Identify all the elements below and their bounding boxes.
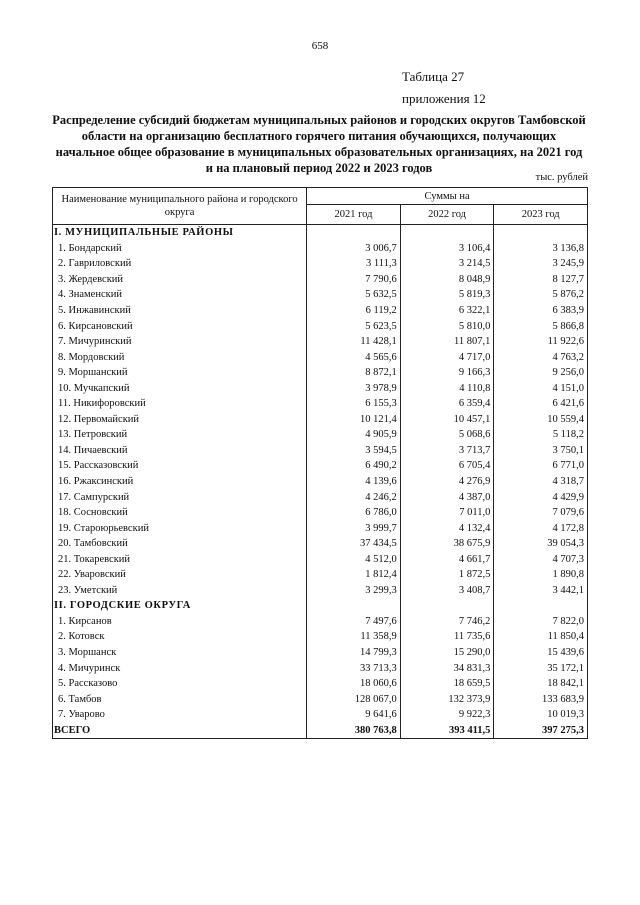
value-2021: 3 006,7 [307, 241, 401, 257]
table-row [53, 629, 588, 645]
table-body [53, 225, 588, 739]
value-2021: 4 139,6 [307, 474, 401, 490]
table-row [53, 505, 588, 521]
municipality-name: 9. Моршанский [53, 365, 307, 381]
value-2023: 5 866,8 [494, 318, 588, 334]
municipality-name: 6. Тамбов [53, 691, 307, 707]
table-row [53, 614, 588, 630]
empty-cell [494, 225, 588, 241]
value-2022: 10 457,1 [400, 412, 494, 428]
value-2023: 5 118,2 [494, 427, 588, 443]
total-2023: 397 275,3 [494, 723, 588, 739]
value-2023: 10 559,4 [494, 412, 588, 428]
table-row [53, 458, 588, 474]
value-2021: 8 872,1 [307, 365, 401, 381]
value-2022: 8 048,9 [400, 272, 494, 288]
value-2023: 6 771,0 [494, 458, 588, 474]
table-row [53, 365, 588, 381]
value-2021: 11 428,1 [307, 334, 401, 350]
table-row [53, 551, 588, 567]
value-2022: 34 831,3 [400, 660, 494, 676]
value-2022: 4 717,0 [400, 349, 494, 365]
municipality-name: 21. Токаревский [53, 551, 307, 567]
value-2023: 9 256,0 [494, 365, 588, 381]
table-row [53, 536, 588, 552]
total-label: ВСЕГО [53, 723, 307, 739]
value-2022: 5 068,6 [400, 427, 494, 443]
empty-cell [494, 598, 588, 614]
municipality-name: 2. Котовск [53, 629, 307, 645]
section-title: II. ГОРОДСКИЕ ОКРУГА [53, 598, 307, 614]
value-2023: 11 922,6 [494, 334, 588, 350]
value-2023: 4 429,9 [494, 489, 588, 505]
value-2023: 4 318,7 [494, 474, 588, 490]
value-2023: 133 683,9 [494, 691, 588, 707]
value-2021: 5 623,5 [307, 318, 401, 334]
value-2023: 6 421,6 [494, 396, 588, 412]
value-2023: 3 442,1 [494, 583, 588, 599]
table-row [53, 583, 588, 599]
table-row [53, 334, 588, 350]
value-2021: 33 713,3 [307, 660, 401, 676]
municipality-name: 12. Первомайский [53, 412, 307, 428]
municipality-name: 5. Инжавинский [53, 303, 307, 319]
table-row [53, 567, 588, 583]
value-2022: 7 011,0 [400, 505, 494, 521]
table-row [53, 443, 588, 459]
value-2022: 4 132,4 [400, 520, 494, 536]
empty-cell [400, 598, 494, 614]
total-row [53, 723, 588, 739]
value-2021: 11 358,9 [307, 629, 401, 645]
municipality-name: 20. Тамбовский [53, 536, 307, 552]
table-row [53, 241, 588, 257]
table-row [53, 691, 588, 707]
municipality-name: 17. Сампурский [53, 489, 307, 505]
value-2022: 6 705,4 [400, 458, 494, 474]
value-2022: 5 819,3 [400, 287, 494, 303]
value-2022: 4 110,8 [400, 380, 494, 396]
value-2022: 6 322,1 [400, 303, 494, 319]
header-sums: Суммы на [307, 188, 588, 205]
header-year-2021: 2021 год [307, 205, 401, 225]
municipality-name: 14. Пичаевский [53, 443, 307, 459]
units-label: тыс. рублей [535, 172, 588, 183]
municipality-name: 13. Петровский [53, 427, 307, 443]
value-2021: 128 067,0 [307, 691, 401, 707]
value-2021: 7 497,6 [307, 614, 401, 630]
document-title: Распределение субсидий бюджетам муниципальных районов и городских округов Тамбовской области на организацию бесплатного горячего питания обучающихся, получающих начальное общее образование в муниципальных образовательных организациях, на 2021 год и на плановый период 2022 и 2023 годов [52, 113, 586, 175]
value-2021: 4 246,2 [307, 489, 401, 505]
section-title: I. МУНИЦИПАЛЬНЫЕ РАЙОНЫ [53, 225, 307, 241]
value-2022: 11 735,6 [400, 629, 494, 645]
value-2023: 3 245,9 [494, 256, 588, 272]
value-2022: 4 387,0 [400, 489, 494, 505]
value-2023: 1 890,8 [494, 567, 588, 583]
header-name-column: Наименование муниципального района и городского округа [53, 188, 307, 225]
value-2022: 4 661,7 [400, 551, 494, 567]
municipality-name: 15. Рассказовский [53, 458, 307, 474]
table-row [53, 287, 588, 303]
value-2023: 10 019,3 [494, 707, 588, 723]
value-2021: 3 299,3 [307, 583, 401, 599]
empty-cell [400, 225, 494, 241]
municipality-name: 2. Гавриловский [53, 256, 307, 272]
value-2021: 18 060,6 [307, 676, 401, 692]
value-2021: 37 434,5 [307, 536, 401, 552]
municipality-name: 7. Мичуринский [53, 334, 307, 350]
value-2023: 8 127,7 [494, 272, 588, 288]
table-row [53, 660, 588, 676]
value-2021: 4 905,9 [307, 427, 401, 443]
value-2021: 6 490,2 [307, 458, 401, 474]
municipality-name: 11. Никифоровский [53, 396, 307, 412]
table-row [53, 349, 588, 365]
value-2022: 3 408,7 [400, 583, 494, 599]
value-2021: 3 999,7 [307, 520, 401, 536]
value-2023: 4 172,8 [494, 520, 588, 536]
value-2023: 6 383,9 [494, 303, 588, 319]
value-2021: 3 978,9 [307, 380, 401, 396]
municipality-name: 3. Жердевский [53, 272, 307, 288]
section-row [53, 598, 588, 614]
municipality-name: 4. Мичуринск [53, 660, 307, 676]
page-number: 658 [311, 40, 329, 52]
header-year-2022: 2022 год [400, 205, 494, 225]
table-row [53, 303, 588, 319]
value-2023: 18 842,1 [494, 676, 588, 692]
municipality-name: 5. Рассказово [53, 676, 307, 692]
value-2022: 9 166,3 [400, 365, 494, 381]
table-row [53, 256, 588, 272]
value-2021: 10 121,4 [307, 412, 401, 428]
value-2022: 6 359,4 [400, 396, 494, 412]
municipality-name: 10. Мучкапский [53, 380, 307, 396]
value-2022: 1 872,5 [400, 567, 494, 583]
value-2021: 3 111,3 [307, 256, 401, 272]
value-2022: 4 276,9 [400, 474, 494, 490]
subsidy-table [52, 187, 588, 739]
section-row [53, 225, 588, 241]
value-2023: 4 707,3 [494, 551, 588, 567]
table-header [53, 188, 588, 225]
total-2021: 380 763,8 [307, 723, 401, 739]
municipality-name: 16. Ржаксинский [53, 474, 307, 490]
municipality-name: 7. Уварово [53, 707, 307, 723]
table-row [53, 427, 588, 443]
value-2022: 5 810,0 [400, 318, 494, 334]
empty-cell [307, 225, 401, 241]
value-2023: 4 151,0 [494, 380, 588, 396]
value-2023: 3 750,1 [494, 443, 588, 459]
municipality-name: 4. Знаменский [53, 287, 307, 303]
total-2022: 393 411,5 [400, 723, 494, 739]
value-2022: 15 290,0 [400, 645, 494, 661]
table-row [53, 707, 588, 723]
table-row [53, 380, 588, 396]
value-2022: 38 675,9 [400, 536, 494, 552]
value-2023: 7 079,6 [494, 505, 588, 521]
municipality-name: 6. Кирсановский [53, 318, 307, 334]
table-row [53, 396, 588, 412]
header-year-2023: 2023 год [494, 205, 588, 225]
municipality-name: 3. Моршанск [53, 645, 307, 661]
table-row [53, 318, 588, 334]
value-2023: 3 136,8 [494, 241, 588, 257]
value-2023: 5 876,2 [494, 287, 588, 303]
value-2022: 18 659,5 [400, 676, 494, 692]
value-2023: 35 172,1 [494, 660, 588, 676]
value-2022: 132 373,9 [400, 691, 494, 707]
table-row [53, 474, 588, 490]
value-2022: 11 807,1 [400, 334, 494, 350]
value-2021: 4 512,0 [307, 551, 401, 567]
value-2023: 11 850,4 [494, 629, 588, 645]
municipality-name: 1. Кирсанов [53, 614, 307, 630]
value-2022: 3 214,5 [400, 256, 494, 272]
municipality-name: 19. Староюрьевский [53, 520, 307, 536]
value-2021: 6 155,3 [307, 396, 401, 412]
value-2023: 7 822,0 [494, 614, 588, 630]
table-row [53, 272, 588, 288]
table-row [53, 520, 588, 536]
value-2022: 7 746,2 [400, 614, 494, 630]
value-2022: 3 106,4 [400, 241, 494, 257]
value-2021: 6 119,2 [307, 303, 401, 319]
municipality-name: 18. Сосновский [53, 505, 307, 521]
value-2021: 9 641,6 [307, 707, 401, 723]
value-2021: 3 594,5 [307, 443, 401, 459]
municipality-name: 23. Уметский [53, 583, 307, 599]
appendix-label: приложения 12 [402, 91, 486, 106]
table-row [53, 645, 588, 661]
value-2022: 3 713,7 [400, 443, 494, 459]
value-2023: 4 763,2 [494, 349, 588, 365]
value-2023: 39 054,3 [494, 536, 588, 552]
empty-cell [307, 598, 401, 614]
value-2023: 15 439,6 [494, 645, 588, 661]
municipality-name: 8. Мордовский [53, 349, 307, 365]
value-2021: 14 799,3 [307, 645, 401, 661]
value-2021: 4 565,6 [307, 349, 401, 365]
table-row [53, 489, 588, 505]
municipality-name: 22. Уваровский [53, 567, 307, 583]
table-label: Таблица 27 [402, 69, 465, 84]
table-row [53, 676, 588, 692]
value-2021: 7 790,6 [307, 272, 401, 288]
value-2021: 6 786,0 [307, 505, 401, 521]
value-2021: 5 632,5 [307, 287, 401, 303]
value-2021: 1 812,4 [307, 567, 401, 583]
table-row [53, 412, 588, 428]
value-2022: 9 922,3 [400, 707, 494, 723]
municipality-name: 1. Бондарский [53, 241, 307, 257]
